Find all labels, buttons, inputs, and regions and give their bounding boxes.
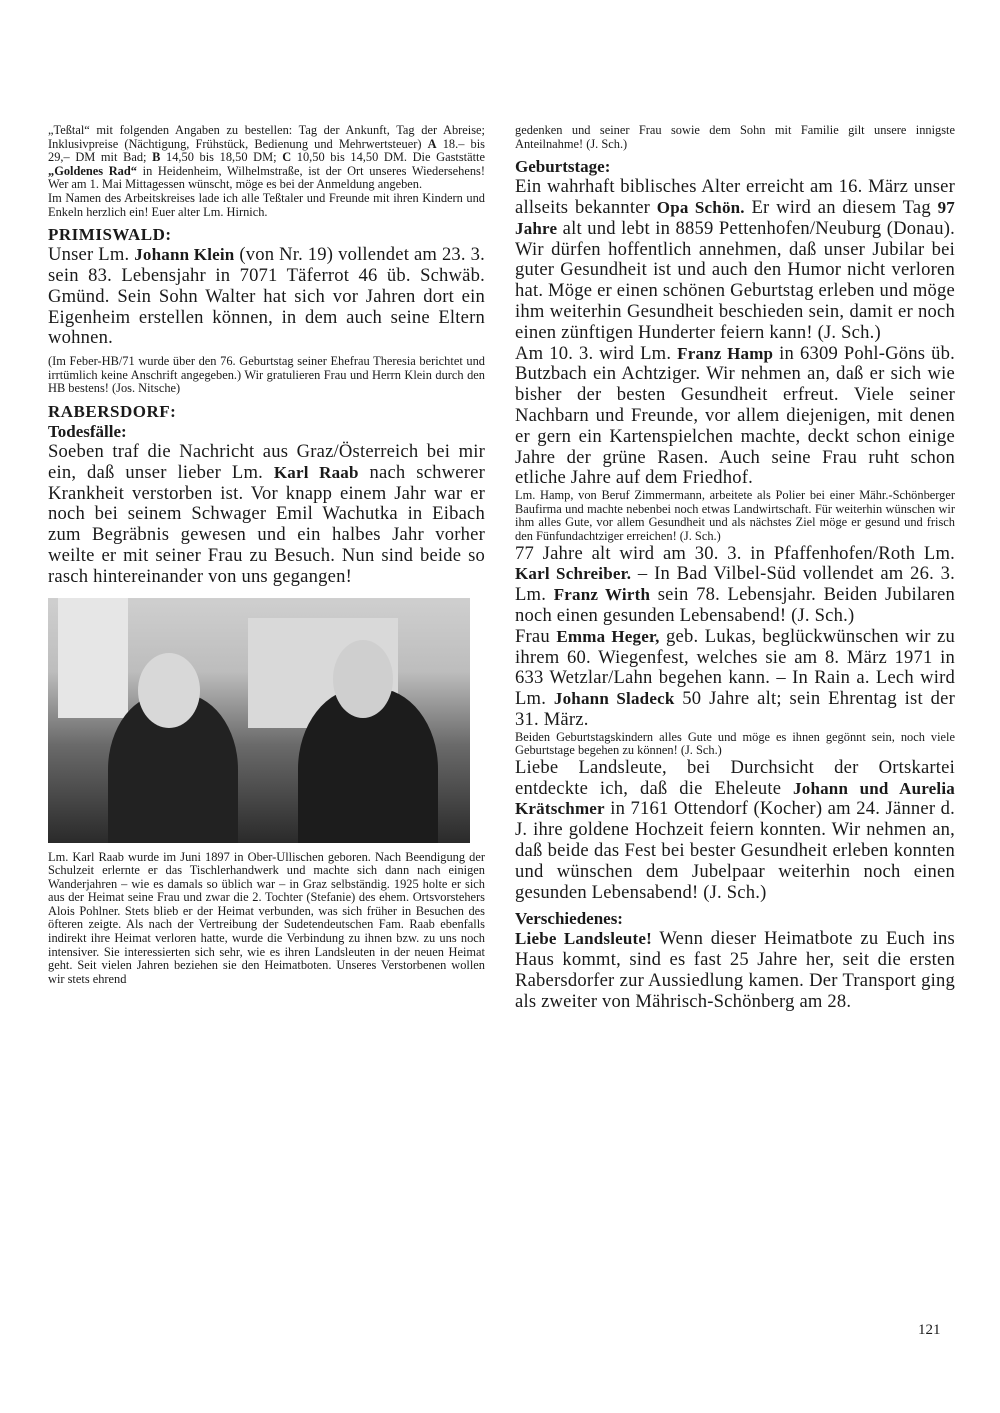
- small-paragraph: [515, 731, 955, 758]
- photo-two-men: [48, 598, 470, 843]
- text-run: alt und lebt in 8859 Pettenhofen/Neuburg (Donau). Wir dürfen hoffentlich annehmen, daß unser Jubilar bei guter Gesundheit ist und auch den Humor nicht verloren hat. Möge er einen schönen Geburtstag erleben und möge ihm weiterhin Gesundheit beschieden sein, damit er noch einen zünftigen Hunderter feiern kann! (J. Sch.): [515, 217, 955, 343]
- small-paragraph: [48, 192, 485, 219]
- text-run: Beiden Geburtstagskindern alles Gute und möge es ihnen gegönnt sein, noch viele Geburtstage begehen zu können! (J. Sch.): [515, 729, 955, 758]
- bold-name: A: [427, 136, 437, 151]
- bold-name: Johann Sladeck: [553, 689, 675, 709]
- bold-name: Franz Hamp: [677, 343, 774, 363]
- small-paragraph: [48, 124, 485, 192]
- text-run: (Im Feber-HB/71 wurde über den 76. Geburtstag seiner Ehefrau Theresia berichtet und irrtümlich keine Anschrift angegeben.) Wir gratulieren Frau und Herrn Klein durch den HB bestens! (Jos. Nitsche): [48, 354, 485, 396]
- text-run: (von Nr. 19) vollendet am 23. 3. sein 83. Lebensjahr in 7071 Täferrot 46 üb. Schwäb. Gmünd. Sein Sohn Walter hat sich vor Jahren dort ein Eigenheim erstellen können, in dem auch seine Eltern wohnen.: [48, 244, 486, 349]
- bold-name: Johann und Aurelia Krätschmer: [515, 778, 955, 819]
- bold-name: Karl Schreiber.: [515, 564, 632, 584]
- text-run: sein 78. Lebensjahr. Beiden Jubilaren noch einen gesunden Lebensabend! (J. Sch.): [515, 584, 955, 626]
- text-run: Am 10. 3. wird Lm.: [515, 342, 678, 364]
- text-run: nach schwerer Krankheit verstorben ist. Vor knapp einem Jahr war er noch bei seinem Schwager Emil Wachutka in Eibach zum Begräbnis gewesen und ein halbes Jahr vorher weilte er mit seiner Frau zu Besuch. Nun sind beide so rasch hintereinander von uns gegangen!: [48, 461, 485, 587]
- text-run: gedenken und seiner Frau sowie dem Sohn mit Familie gilt unsere innigste Anteilnahme! (J. Sch.): [515, 123, 955, 151]
- bold-name: B: [152, 150, 161, 165]
- text-run: 18.– bis 29,– DM mit Bad;: [48, 136, 485, 165]
- left-column: [48, 124, 485, 986]
- small-paragraph: [515, 124, 955, 151]
- text-run: Lm. Karl Raab wurde im Juni 1897 in Ober-Ullischen geboren. Nach Beendigung der Schulzeit erlernte er das Tischlerhandwerk und machte sich dann nach einigen Wanderjahren – wie es damals so üblich war – in Graz selbständig. 1925 holte er sich aus der Heimat seine Frau und zwar die 2. Tochter (Stefanie) des ehem. Ortsvorstehers Alois Pohlner. Stets blieb er der Heimat verbunden, was sich früher in Besuchen des öfteren zeigte. Als nach der Vertreibung der Sudetendeutschen Fam. Raab ebenfalls indirekt ihre Heimat verloren hatte, wurde die Verbindung zu ihnen bzw. zu uns noch intensiver. Sie interessierten sich sehr, wie es ihren Landsleuten in der neuen Heimat geht. Seit vielen Jahren beziehen sie den Heimatboten. Unseres Verstorbenen wollen wir stets ehrend: [48, 849, 485, 986]
- bold-name: Karl Raab: [273, 462, 359, 482]
- bold-name: Liebe Landsleute!: [515, 929, 653, 949]
- page-number: 121: [918, 1322, 941, 1338]
- text-run: 10,50 bis 14,50 DM. Die Gaststätte: [291, 150, 485, 165]
- bold-name: „Goldenes Rad“: [48, 163, 137, 178]
- text-run: Lm. Hamp, von Beruf Zimmermann, arbeitete als Polier bei einer Mähr.-Schönberger Baufirma und machte nebenbei noch etwas Landwirtschaft. Für weiterhin wünschen wir ihm alles Gute, vor allem Gesundheit und als nächstes Ziel möge er gesund und frisch den Fünfundachtziger erreichen! (J. Sch.): [515, 488, 955, 543]
- text-run: 77 Jahre alt wird am 30. 3. in Pfaffenhofen/Roth Lm.: [515, 542, 955, 564]
- section-heading: RABERSDORF:: [48, 401, 177, 421]
- text-run: – In Bad Vilbel-Süd vollendet am 26. 3. Lm.: [515, 563, 955, 606]
- paragraph: [515, 627, 955, 731]
- paragraph: [48, 442, 485, 588]
- text-run: „Teßtal“ mit folgenden Angaben zu bestellen: Tag der Ankunft, Tag der Abreise; Inklusivpreise (Nächtigung, Frühstück, Bedienung und Mehrwertsteuer): [48, 123, 485, 151]
- paragraph: [515, 177, 955, 343]
- text-run: in 6309 Pohl-Göns üb. Butzbach ein Achtziger. Wir nehmen an, daß er sich wie bisher der besten Gesundheit erfreut. Viele seiner Nachbarn und Freunde, vor allem diejenigen, mit denen er gern ein Kartenspielchen machte, deckt schon einige Jahre der grüne Rasen. Auch seine Frau ruht schon etliche Jahre auf dem Friedhof.: [515, 342, 955, 489]
- text-run: in Heidenheim, Wilhelmstraße, ist der Ort unseres Wiedersehens! Wer am 1. Mai Mittagessen wünscht, möge es bei der Anmeldung angeben.: [48, 163, 485, 192]
- paragraph: [48, 245, 485, 349]
- text-run: Er wird an diesem Tag: [744, 196, 938, 218]
- paragraph: [515, 929, 955, 1012]
- section-heading: PRIMISWALD:: [48, 225, 172, 245]
- text-run: Soeben traf die Nachricht aus Graz/Österreich bei mir ein, daß unser lieber Lm.: [48, 440, 485, 483]
- text-run: Ein wahrhaft biblisches Alter erreicht am 16. März unser allseits bekannter: [515, 176, 955, 218]
- small-paragraph: [515, 489, 955, 543]
- small-paragraph: [48, 851, 485, 987]
- text-run: in 7161 Ottendorf (Kocher) am 24. Jänner d. J. ihre goldene Hochzeit feiern konnten. Wir nehmen an, daß beide das Fest bei bester Gesundheit erleben konnten und wünschen dem Jubelpaar weiterhin noch einen gesunden Lebensabend! (J. Sch.): [515, 798, 955, 903]
- text-run: Im Namen des Arbeitskreises lade ich alle Teßtaler und Freunde mit ihren Kindern und Enkeln herzlich ein! Euer alter Lm. Hirnich.: [48, 190, 485, 219]
- text-run: Wenn dieser Heimatbote zu Euch ins Haus kommt, sind es fast 25 Jahre her, seit die ersten Rabersdorfer zur Aussiedlung kamen. Der Transport ging als zweiter von Mährisch-Schönberg am 28.: [515, 928, 955, 1012]
- right-column: [515, 124, 955, 1013]
- subsection-heading: Todesfälle:: [48, 421, 127, 441]
- subsection-heading: Geburtstage:: [515, 157, 611, 177]
- text-run: 14,50 bis 18,50 DM;: [160, 150, 283, 165]
- text-run: Frau: [515, 625, 557, 647]
- text-run: Liebe Landsleute, bei Durchsicht der Ortskartei entdeckte ich, daß die Eheleute: [515, 756, 955, 799]
- bold-name: C: [282, 150, 292, 165]
- bold-name: Franz Wirth: [553, 585, 651, 605]
- paragraph: [515, 758, 955, 904]
- paragraph: [515, 544, 955, 627]
- paragraph: [515, 344, 955, 490]
- text-run: geb. Lukas, beglückwünschen wir zu ihrem 60. Wiegenfest, welches sie am 8. März 1971 in 633 Wetzlar/Lahn begehen kann. – In Rain a. Lech wird Lm.: [515, 625, 955, 710]
- small-paragraph: [48, 355, 485, 396]
- text-run: Unser Lm.: [48, 244, 135, 266]
- bold-name: 97 Jahre: [515, 197, 956, 238]
- bold-name: Johann Klein: [134, 245, 235, 265]
- subsection-heading: Verschiedenes:: [515, 909, 623, 929]
- text-run: 50 Jahre alt; sein Ehrentag ist der 31. März.: [515, 688, 956, 730]
- bold-name: Opa Schön.: [656, 197, 745, 217]
- bold-name: Emma Heger,: [556, 626, 660, 646]
